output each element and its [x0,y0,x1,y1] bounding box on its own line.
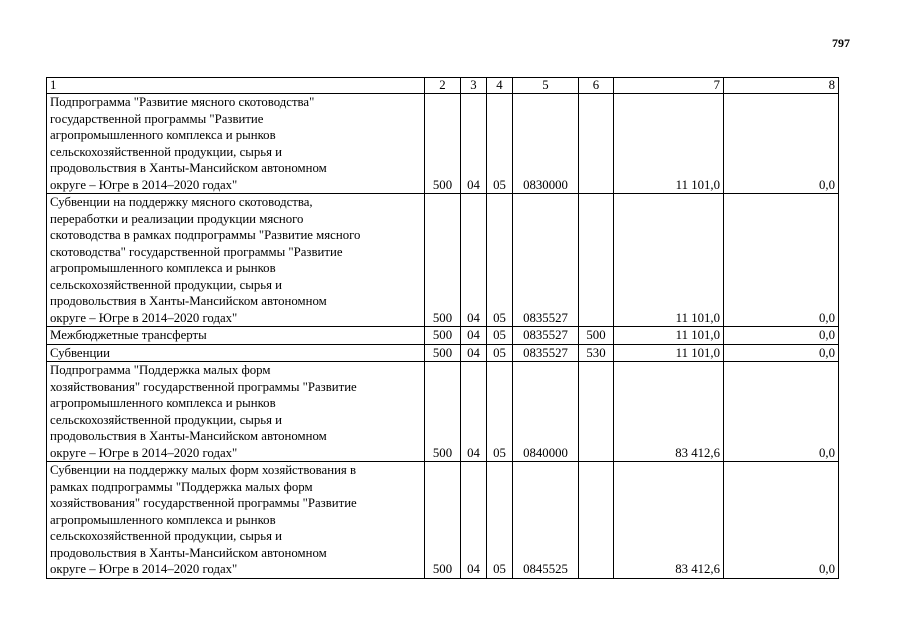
row-name-cell: Субвенции на поддержку мясного скотоводства, переработки и реализации продукции мясного скотоводства в рамках подпрограммы "Развитие мясного скотоводства" государственной программы "Развитие агропромышленного комплекса и рынков сельскохозяйственной продукции, сырья и продовольствия в Ханты-Мансийском автономном округе – Югре в 2014–2020 годах" [47,194,425,327]
table-row [47,194,839,327]
cell-col6: 530 [579,344,614,362]
cell-col5: 0835527 [513,344,579,362]
cell-col8: 0,0 [724,94,839,194]
table-row [47,94,839,194]
header-cell: 2 [425,78,461,94]
cell-col2: 500 [425,94,461,194]
row-name-cell: Субвенции [47,344,425,362]
cell-col3: 04 [461,344,487,362]
cell-col2: 500 [425,194,461,327]
cell-col8: 0,0 [724,362,839,462]
cell-col5: 0840000 [513,362,579,462]
row-name-cell: Субвенции на поддержку малых форм хозяйствования в рамках подпрограммы "Поддержка малых форм хозяйствования" государственной программы "Развитие агропромышленного комплекса и рынков сельскохозяйственной продукции, сырья и продовольствия в Ханты-Мансийском автономном округе – Югре в 2014–2020 годах" [47,462,425,579]
cell-col7: 11 101,0 [614,194,724,327]
row-name-cell: Подпрограмма "Развитие мясного скотоводства" государственной программы "Развитие агропромышленного комплекса и рынков сельскохозяйственной продукции, сырья и продовольствия в Ханты-Мансийском автономном округе – Югре в 2014–2020 годах" [47,94,425,194]
table-row [47,362,839,462]
cell-col8: 0,0 [724,327,839,345]
cell-col2: 500 [425,462,461,579]
cell-col7: 11 101,0 [614,94,724,194]
cell-col5: 0830000 [513,94,579,194]
cell-col4: 05 [487,344,513,362]
cell-col7: 11 101,0 [614,327,724,345]
header-cell: 7 [614,78,724,94]
table-row [47,344,839,362]
cell-col6 [579,462,614,579]
header-cell: 6 [579,78,614,94]
header-cell: 8 [724,78,839,94]
cell-col3: 04 [461,327,487,345]
cell-col2: 500 [425,362,461,462]
cell-col3: 04 [461,462,487,579]
cell-col3: 04 [461,94,487,194]
cell-col4: 05 [487,462,513,579]
cell-col3: 04 [461,194,487,327]
cell-col4: 05 [487,94,513,194]
page-number: 797 [832,36,850,50]
table-header-row [47,78,839,94]
cell-col5: 0835527 [513,194,579,327]
cell-col3: 04 [461,362,487,462]
cell-col7: 83 412,6 [614,462,724,579]
cell-col2: 500 [425,344,461,362]
header-cell: 1 [47,78,425,94]
cell-col4: 05 [487,362,513,462]
row-name-cell: Межбюджетные трансферты [47,327,425,345]
cell-col8: 0,0 [724,462,839,579]
cell-col5: 0845525 [513,462,579,579]
table-body [47,78,839,579]
header-cell: 4 [487,78,513,94]
table-row [47,462,839,579]
header-cell: 3 [461,78,487,94]
cell-col5: 0835527 [513,327,579,345]
cell-col6 [579,94,614,194]
row-name-cell: Подпрограмма "Поддержка малых форм хозяйствования" государственной программы "Развитие агропромышленного комплекса и рынков сельскохозяйственной продукции, сырья и продовольствия в Ханты-Мансийском автономном округе – Югре в 2014–2020 годах" [47,362,425,462]
cell-col7: 11 101,0 [614,344,724,362]
cell-col2: 500 [425,327,461,345]
cell-col4: 05 [487,194,513,327]
cell-col8: 0,0 [724,344,839,362]
cell-col6 [579,362,614,462]
table-row [47,327,839,345]
cell-col4: 05 [487,327,513,345]
cell-col7: 83 412,6 [614,362,724,462]
header-cell: 5 [513,78,579,94]
cell-col6: 500 [579,327,614,345]
cell-col6 [579,194,614,327]
budget-table [46,77,839,579]
cell-col8: 0,0 [724,194,839,327]
